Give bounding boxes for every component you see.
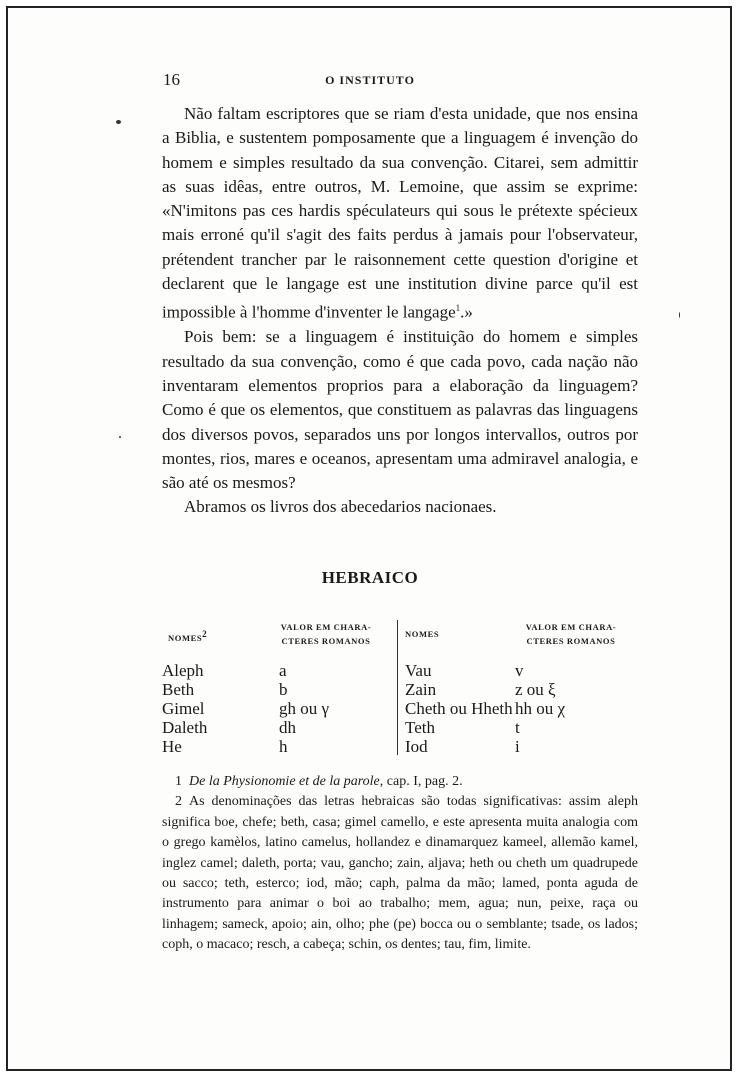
table-cell: Teth	[405, 718, 435, 737]
table-cell: gh ou γ	[279, 699, 330, 718]
paragraph-1-text: Não faltam escriptores que se riam d'esta unidade, que nos ensina a Biblia, e sustentem pomposamente que a linguagem é invenção do homem e simples resultado da sua convenção. Citarei, sem admittir as suas idêas, entre outros, M. Lemoine, que assim se exprime: «N'imitons pas ces hardis spéculateurs qui sous le prétexte spécieux mais erroné qu'il s'agit des faits perdus à jamais pour l'observateur, prétendent trancher par le raisonnement cette question d'origine et declarent que le langage est une institution divine parce qu'il est impossible à l'homme d'inventer le langage	[162, 104, 638, 323]
right-names-column	[405, 661, 513, 756]
footnote-ref-1: 1	[455, 303, 461, 314]
footnote-1	[162, 772, 638, 792]
right-values-column	[515, 661, 565, 756]
footnote-2-mark: 2	[175, 794, 182, 810]
table-cell: Aleph	[162, 661, 204, 680]
footnote-ref-2: 2	[202, 629, 208, 639]
right-names-header: NOMES	[405, 629, 440, 639]
paragraph-1-end: .»	[460, 303, 473, 323]
page-number: 16	[163, 70, 180, 89]
ink-speck	[116, 120, 121, 124]
table-cell: i	[515, 737, 520, 756]
left-values-header-line-1: VALOR EM CHARA-	[280, 622, 372, 632]
table-cell: Zain	[405, 680, 437, 699]
table-cell: a	[279, 661, 287, 680]
footnote-2	[162, 792, 638, 955]
ink-speck	[119, 436, 121, 438]
right-values-header-line-2: CTERES ROMANOS	[526, 636, 616, 646]
table-cell: Vau	[405, 661, 432, 680]
table-cell: Gimel	[162, 699, 205, 718]
paragraph-1	[162, 102, 638, 325]
running-header	[0, 70, 740, 94]
footnote-1-mark: 1	[175, 774, 182, 789]
running-title: O INSTITUTO	[325, 73, 415, 87]
footnote-2-text: As denominações das letras hebraicas são todas significativas: assim aleph significa boe, chefe; beth, casa; gimel camello, e este apresenta muita analogia com o grego kamèlos, latino camelus, hollandez e dinamarquez kameel, allemão kamel, inglez camel; daleth, porta; vau, gancho; zain, aljava; heth ou cheth um quadrupede ou sacco; teth, esterco; iod, mão; caph, palma da mão; lamed, ponta aguda de instrumento para animar o boi ao trabalho; mem, agua; nun, peixe, raça ou linhagem; sameck, apoio; ain, olho; phe (pe) bocca ou o semblante; tsade, os lados; coph, o macaco; resch, a cabeça; schin, os dentes; tau, fim, limite.	[162, 794, 639, 953]
left-values-header-line-2: CTERES ROMANOS	[281, 636, 371, 646]
table-cell: hh ou χ	[515, 699, 566, 718]
right-values-header	[510, 620, 632, 648]
table-cell: b	[279, 680, 288, 699]
table-cell: Iod	[405, 737, 428, 756]
table-cell: v	[515, 661, 524, 680]
left-names-column	[162, 661, 207, 756]
table-divider	[397, 620, 398, 755]
table-cell: t	[515, 718, 520, 737]
left-values-column	[279, 661, 329, 756]
paragraph-3: Abramos os livros dos abecedarios nacionaes.	[184, 497, 497, 517]
footnotes	[162, 772, 638, 956]
table-cell: Daleth	[162, 718, 208, 737]
paragraph-2: Pois bem: se a linguagem é instituição do homem e simples resultado da sua convenção, como é que cada povo, cada nação não inventaram elementos proprios para a elaboração da linguagem? Como é que os elementos, que constituem as palavras das linguagens dos diversos povos, separados uns por longos intervallos, outros por montes, rios, mares e oceanos, apresentam uma admiravel analogia, e são até os mesmos?	[162, 327, 638, 493]
left-names-header	[168, 627, 207, 645]
ink-speck	[679, 312, 680, 318]
section-title: HEBRAICO	[321, 568, 419, 587]
table-cell: h	[279, 737, 288, 756]
right-values-header-line-1: VALOR EM CHARA-	[525, 622, 617, 632]
left-values-header	[270, 620, 382, 648]
table-cell: He	[162, 737, 182, 756]
table-cell: dh	[279, 718, 296, 737]
table-cell: Cheth ou Hheth	[405, 699, 513, 718]
left-names-header-text: NOMES	[168, 632, 203, 643]
table-cell: z ou ξ	[515, 680, 556, 699]
main-text	[162, 102, 638, 520]
table-cell: Beth	[162, 680, 195, 699]
footnote-1-title: De la Physionomie et de la parole	[189, 774, 380, 789]
footnote-1-rest: , cap. I, pag. 2.	[379, 774, 463, 789]
